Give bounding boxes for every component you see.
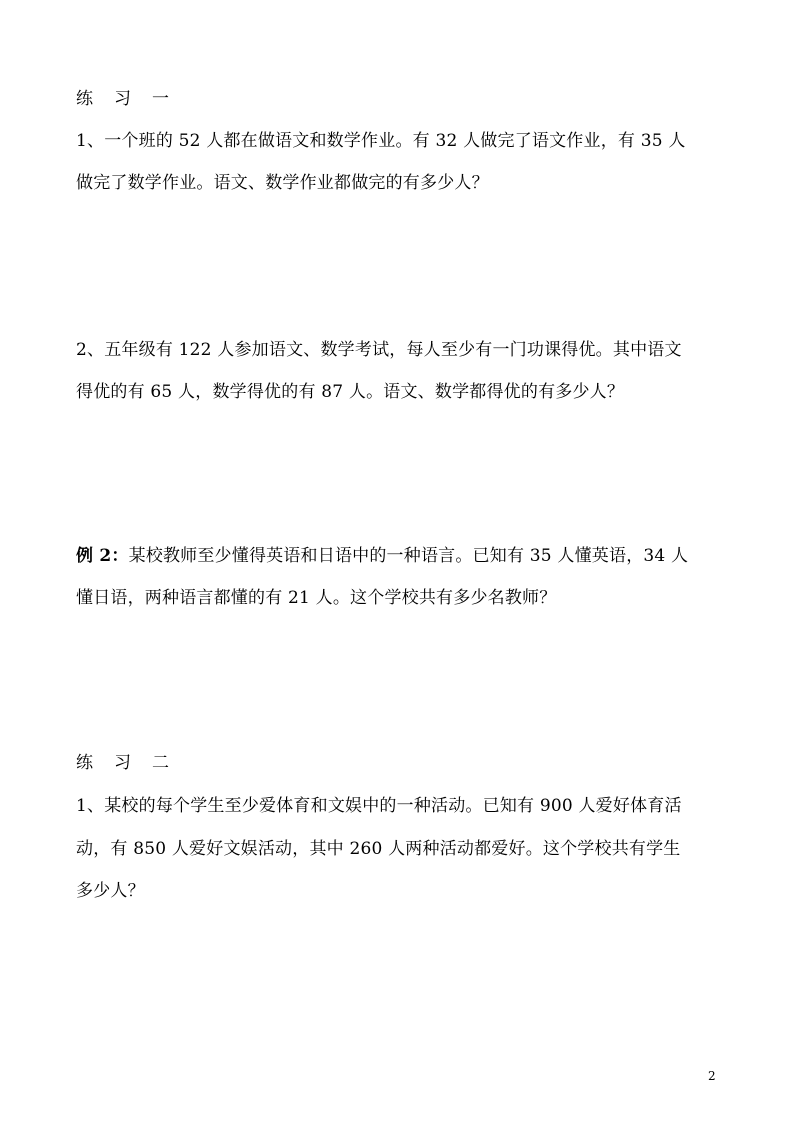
example-2-line-2: 懂日语，两种语言都懂的有 21 人。这个学校共有多少名教师？ (76, 588, 557, 608)
example-2-label: 例 2： (76, 546, 129, 566)
heading-char: 练 (76, 753, 93, 773)
problem-2-line-2: 得优的有 65 人，数学得优的有 87 人。语文、数学都得优的有多少人？ (76, 382, 625, 402)
problem-2-line-1: 2、五年级有 122 人参加语文、数学考试，每人至少有一门功课得优。其中语文 (76, 340, 682, 360)
heading-char: 习 (114, 89, 131, 109)
practice-two-problem-1-line-1: 1、某校的每个学生至少爱体育和文娱中的一种活动。已知有 900 人爱好体育活 (76, 796, 682, 816)
heading-char: 习 (114, 753, 131, 773)
example-2-text: 某校教师至少懂得英语和日语中的一种语言。已知有 35 人懂英语，34 人 (128, 546, 689, 566)
practice-two-problem-1-line-3: 多少人？ (76, 881, 145, 901)
heading-char: 练 (76, 89, 93, 109)
problem-1-line-2: 做完了数学作业。语文、数学作业都做完的有多少人？ (76, 173, 489, 193)
page-number: 2 (708, 1069, 716, 1083)
practice-two-problem-1-line-2: 动，有 850 人爱好文娱活动，其中 260 人两种活动都爱好。这个学校共有学生 (76, 839, 681, 859)
heading-char: 一 (152, 89, 169, 109)
problem-1-line-1: 1、一个班的 52 人都在做语文和数学作业。有 32 人做完了语文作业，有 35 人 (76, 131, 686, 151)
section-heading-practice-two (76, 752, 726, 774)
section-heading-practice-one (76, 88, 726, 110)
heading-char: 二 (152, 753, 169, 773)
example-2-line-1 (76, 545, 726, 567)
